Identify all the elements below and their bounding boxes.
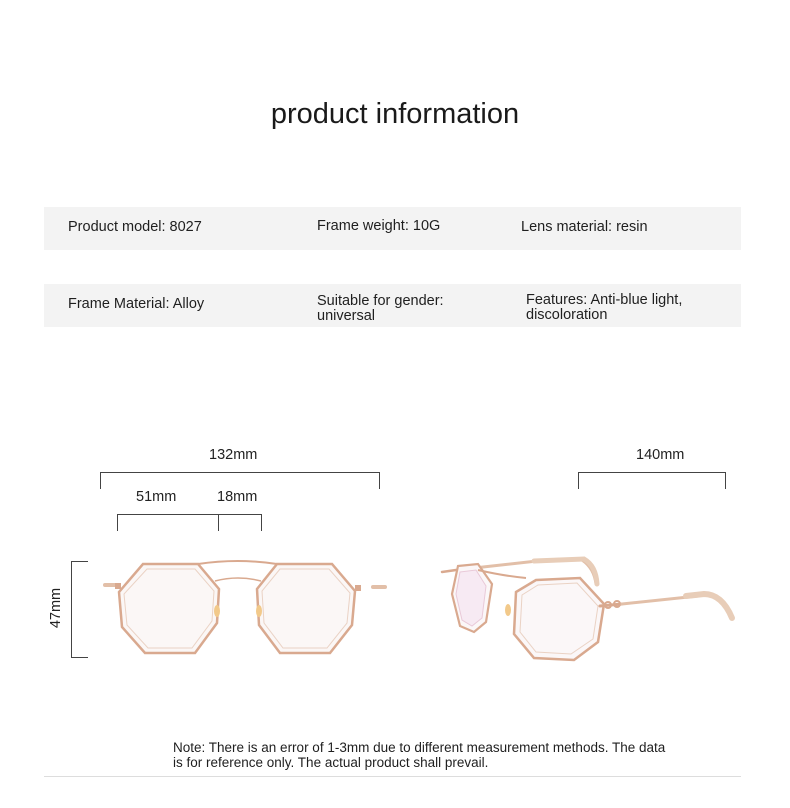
glasses-front-image: [95, 555, 395, 665]
lens-height-label: 47mm: [48, 587, 65, 629]
temple-length-tick-left: [578, 472, 579, 489]
features-line-2: discoloration: [526, 307, 608, 323]
gender-line-2: universal: [317, 308, 376, 324]
lens-width-tick-left: [117, 514, 118, 531]
temple-length-tick-right: [725, 472, 726, 489]
product-model: Product model: 8027: [68, 219, 202, 235]
lens-height-tick-top: [71, 561, 88, 562]
note-line-1: Note: There is an error of 1-3mm due to different measurement methods. The data: [173, 740, 666, 755]
temple-length-label: 140mm: [636, 447, 685, 463]
frame-weight: Frame weight: 10G: [317, 218, 441, 234]
bottom-divider: [44, 776, 741, 777]
note-line-2: is for reference only. The actual product shall prevail.: [173, 755, 489, 770]
lens-material: Lens material: resin: [521, 219, 648, 235]
bridge-width-tick-right: [261, 514, 262, 531]
glasses-side-image: [436, 548, 746, 668]
total-width-label: 132mm: [209, 447, 258, 463]
spec-row-2: [44, 284, 741, 327]
lens-width-label: 51mm: [136, 489, 177, 505]
lens-width-tick-right: [218, 514, 219, 531]
spec-row-1: [44, 207, 741, 250]
features-line-1: Features: Anti-blue light,: [526, 292, 683, 308]
gender-line-1: Suitable for gender:: [317, 293, 444, 309]
total-width-line: [100, 472, 380, 473]
frame-material: Frame Material: Alloy: [68, 296, 205, 312]
page-title: product information: [270, 98, 520, 130]
temple-length-line: [578, 472, 726, 473]
bridge-width-label: 18mm: [217, 489, 258, 505]
total-width-tick-left: [100, 472, 101, 489]
lens-height-tick-bottom: [71, 657, 88, 658]
total-width-tick-right: [379, 472, 380, 489]
lens-height-line: [71, 561, 72, 658]
lens-bridge-line: [117, 514, 262, 515]
